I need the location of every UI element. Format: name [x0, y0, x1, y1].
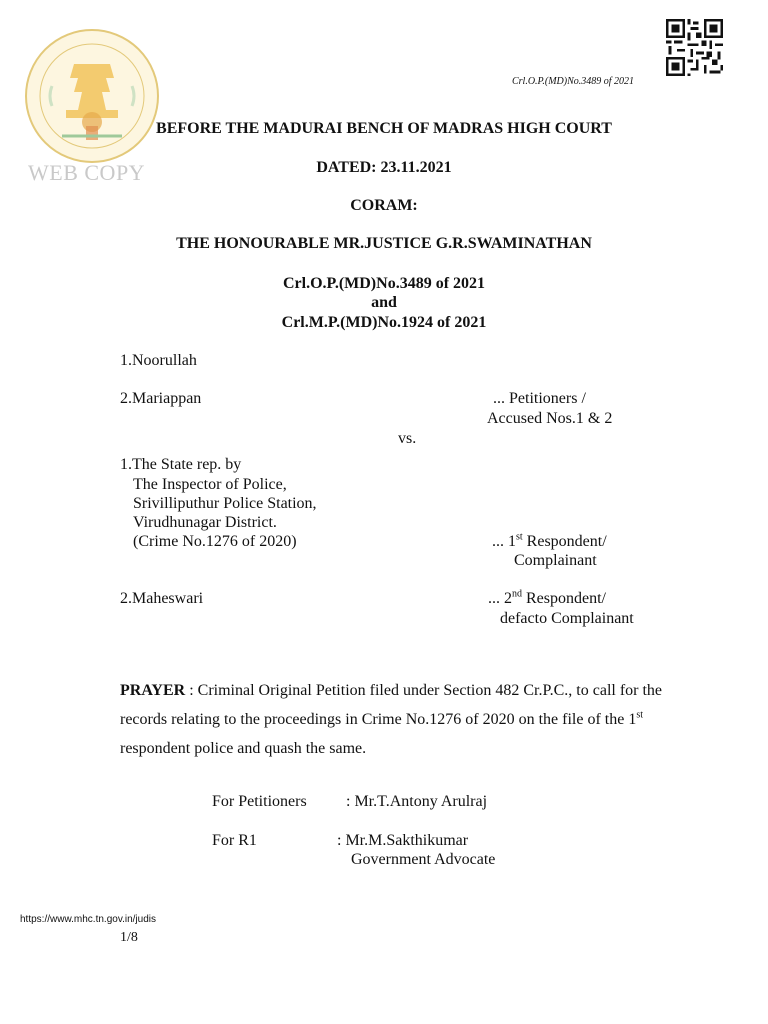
coram-heading: CORAM:	[350, 197, 418, 214]
respondent-1-role-2: Complainant	[514, 552, 597, 569]
prayer-label: PRAYER	[120, 682, 186, 699]
case-and: and	[371, 294, 397, 311]
respondent-2-role-2: defacto Complainant	[500, 610, 634, 627]
footer-url-link[interactable]: https://www.mhc.tn.gov.in/judis	[20, 914, 156, 925]
respondent-1-line-5: (Crime No.1276 of 2020)	[133, 533, 297, 550]
prayer-paragraph: PRAYER : Criminal Original Petition filed under Section 482 Cr.P.C., to call for the records relating to the proceedings in Crime No.1276 of 2020 on the file of the 1st respondent police and quash the same.	[120, 682, 663, 757]
justice-name: THE HONOURABLE MR.JUSTICE G.R.SWAMINATHAN	[176, 235, 592, 252]
counsel-petitioners-label: For Petitioners	[212, 793, 307, 810]
counsel-r1-designation: Government Advocate	[351, 851, 496, 868]
petitioners-role: ... Petitioners /	[493, 390, 586, 407]
respondent-1-line-2: The Inspector of Police,	[133, 476, 287, 493]
petitioner-1: 1.Noorullah	[120, 352, 197, 369]
counsel-r1-name: : Mr.M.Sakthikumar	[337, 832, 469, 849]
high-court-seal-icon	[22, 26, 162, 166]
respondent-1-line-1: 1.The State rep. by	[120, 456, 242, 473]
counsel-petitioners-name: : Mr.T.Antony Arulraj	[346, 793, 488, 810]
header-doc-number: Crl.O.P.(MD)No.3489 of 2021	[512, 76, 635, 87]
respondent-1-line-4: Virudhunagar District.	[133, 514, 277, 531]
case-number-1: Crl.O.P.(MD)No.3489 of 2021	[282, 275, 486, 292]
dated-line: DATED: 23.11.2021	[316, 159, 452, 176]
qr-code-icon	[664, 19, 725, 76]
petitioner-2: 2.Mariappan	[120, 390, 202, 407]
respondent-2-role: ... 2nd Respondent/	[488, 588, 606, 607]
petitioners-role-2: Accused Nos.1 & 2	[487, 410, 613, 427]
respondent-2: 2.Maheswari	[120, 590, 204, 607]
court-title: BEFORE THE MADURAI BENCH OF MADRAS HIGH COURT	[156, 120, 612, 137]
respondent-1-line-3: Srivilliputhur Police Station,	[133, 495, 317, 512]
page-number: 1/8	[120, 930, 138, 945]
counsel-r1-label: For R1	[212, 832, 257, 849]
respondent-1-role: ... 1st Respondent/	[492, 531, 607, 550]
web-copy-watermark: WEB COPY	[28, 160, 146, 185]
versus: vs.	[398, 430, 417, 447]
case-number-2: Crl.M.P.(MD)No.1924 of 2021	[281, 314, 487, 331]
